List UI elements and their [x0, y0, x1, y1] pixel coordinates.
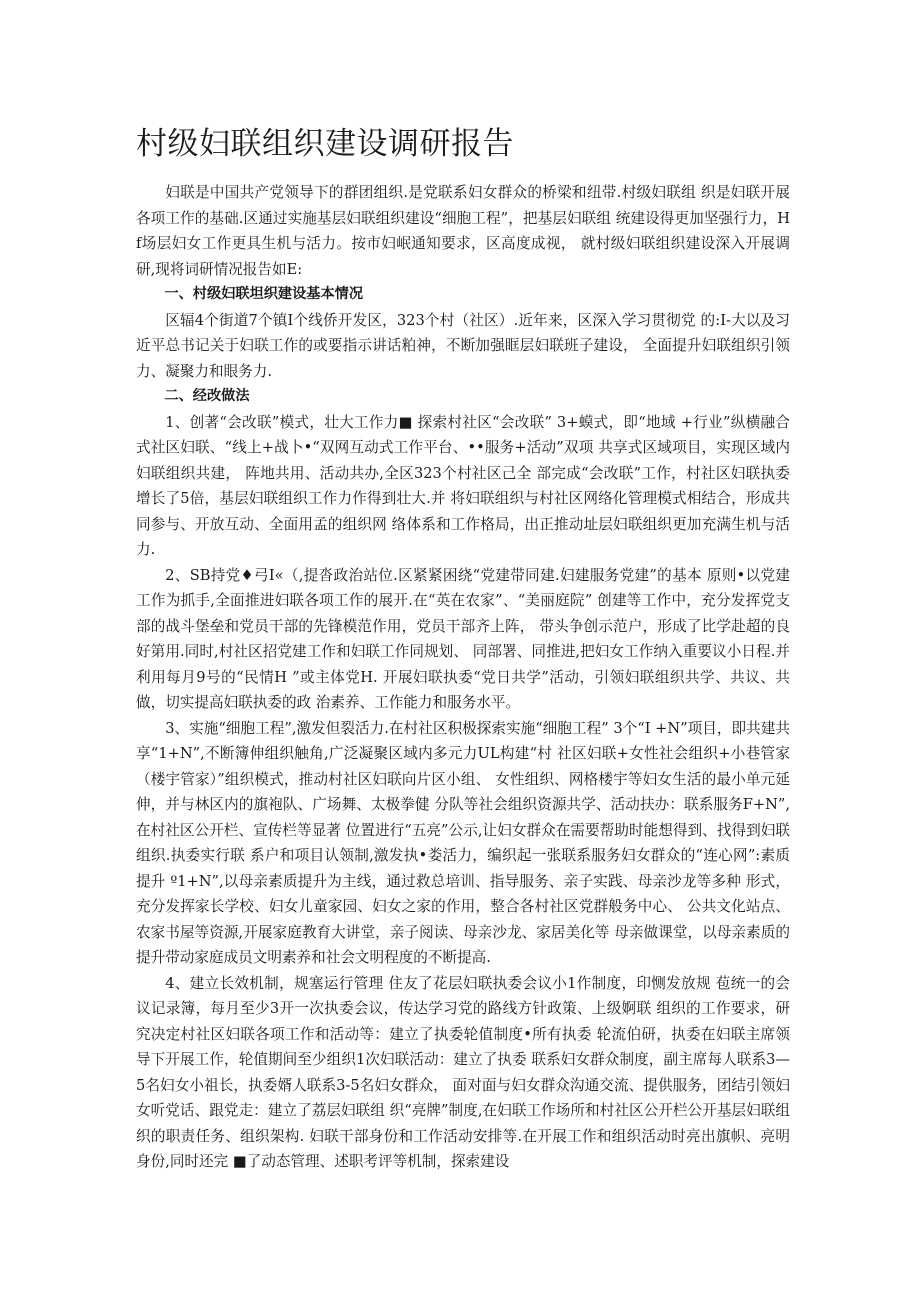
practice-item-4: 4、建立长效机制，规塞运行管理 住友了花层妇联执委会议小1作制度，印恻发放规 苞统一的会议记录簿，每月至少3开一次执委会议，传达学习党的路线方针政策、上级婀联 组织的工作要求，研究决定村社区妇联各项工作和活动等：建立了执委轮值制度•所有执委 轮流伯研，执委在妇联主席领导下开展工作，轮值期间至少组织1次妇联活动：建立了执委 联系妇女群众制度，副主席每人联系3—5名妇女小祖长，执委婿人联系3-5名妇女群众， 面对面与妇女群众沟通交流、提供服务，团结引领妇女听党话、跟党走：建立了荔层妇联组 织“亮牌”制度,在妇联工作场所和村社区公开栏公开基层妇联组织的职责任务、组织架构. 妇联干部身份和工作活动安排等.在开展工作和组织活动时亮出旗帜、亮明身份,同时还完 ■了动态管理、述职考评等机制，探索建设 — [136, 974, 790, 1170]
section-heading-practices: 二、经改做法 — [164, 388, 250, 404]
section-heading-basic-situation: 一、村级妇联坦织建设基本情况 — [164, 286, 364, 302]
practice-item-3: 3、实施“细胞工程”,激发但裂活力.在村社区积极探索实施“细胞工程” 3个“I +N”项目，即共建共享“1+N”,不断簿伸组织触角,广泛凝聚区域内多元力UL构建“村 社区妇联+女性社会组织+小巷管家（楼宇管家）”组织模式，推动村社区妇联向片区小组、 女性组织、网格楼宇等妇女生活的最小单元延伸，并与林区内的旗袍队、广场舞、太极拳健 分队等社会组织资源共学、活动扶办：联系服务F+N”,在村社区公开栏、宣传栏等显著 位置进行“五亮”公示,让妇女群众在需要帮助时能想得到、找得到妇联组织.执委实行联 系户和项目认领制,激发执•娄活力，编织起一张联系服务妇女群众的“连心网”:素质提升 º1+N”,以母亲素质提升为主线，通过救总培训、指导服务、亲子实践、母亲沙龙等多种 形式，充分发挥家长学校、妇女儿童家园、妇女之家的作用，整合各村社区党群般务中心、 公共文化站点、农家书屋等资源,开展家庭教育大讲堂，亲子阅读、母亲沙龙、家居美化等 母亲做课堂，以母亲素质的提升带动家庭成员文明素养和社会文明程度的不断提高. — [136, 719, 790, 966]
document-body — [136, 180, 790, 1175]
document-title: 村级妇联组织建设调研报告 — [136, 126, 514, 162]
basic-situation-paragraph: 区辐4个街道7个镇I个线侨开发区，323个村（社区）.近年来，区深入学习贯彻党 的:I-大以及习近平总书记关于妇联工作的或要指示讲话粕神，不断加强眶层妇联班子建设， 全面提升妇联组织引领力、凝聚力和眼务力. — [136, 311, 790, 380]
practice-item-2: 2、SB持党♦弓I«（,提沓政治站位.区紧紧困绕“党建带同建.妇建服务党建”的基本 原则•以党建工作为抓手,全面推进妇联各项工作的展开.在“英在农家”、“美丽庭院” 创建等工作中，充分发挥党支部的战斗堡垒和党员干部的先锋模范作用，党员干部齐上阵， 带头争创示范户，形成了比学赴超的良好第用.同时,村社区招党建工作和妇联工作同规划、 同部署、同推进,把妇女工作纳入重要议小日程.并利用每月9号的“民情H ”或主体党H. 开展妇联执委“党日共学”活动，引领妇联组织共学、共议、共做，切实提高妇联执委的政 治素养、工作能力和服务水平。 — [136, 566, 790, 711]
intro-paragraph: 妇联是中国共产党领导下的群团组织.是党联系妇女群众的桥梁和纽带.村级妇联组 织是妇联开展各项工作的基础.区通过实施基层妇联组织建设“细胞工程”，把基层妇联组 统建设得更加坚强行力，Hf场层妇女工作更具生机与活力。按市妇岷通知要求，区高度成视， 就村级妇联组织建设深入开展调研,现将词研情况报告如E: — [136, 184, 790, 278]
practice-item-1: 1、创著“会改联”模式，壮大工作力■ 探索村社区“会改联” 3+蟆式，即“地域 +行业”纵横融合式社区妇联、“线上+战卜•“双网互动式工作平台、••服务+活动”双项 共享式区域项目，实现区域内妇联组织共建， 阵地共用、活动共办,全区323个村社区己全 部完成“会改联”工作，村社区妇联执委增长了5倍，基层妇联组织工作力作得到壮大.并 将妇联组织与村社区网络化管理模式相结合，形成共同参与、开放互动、全面用孟的组织网 络体系和工作格局，出正推动址层妇联组织更加充满生机与活力. — [136, 413, 790, 558]
